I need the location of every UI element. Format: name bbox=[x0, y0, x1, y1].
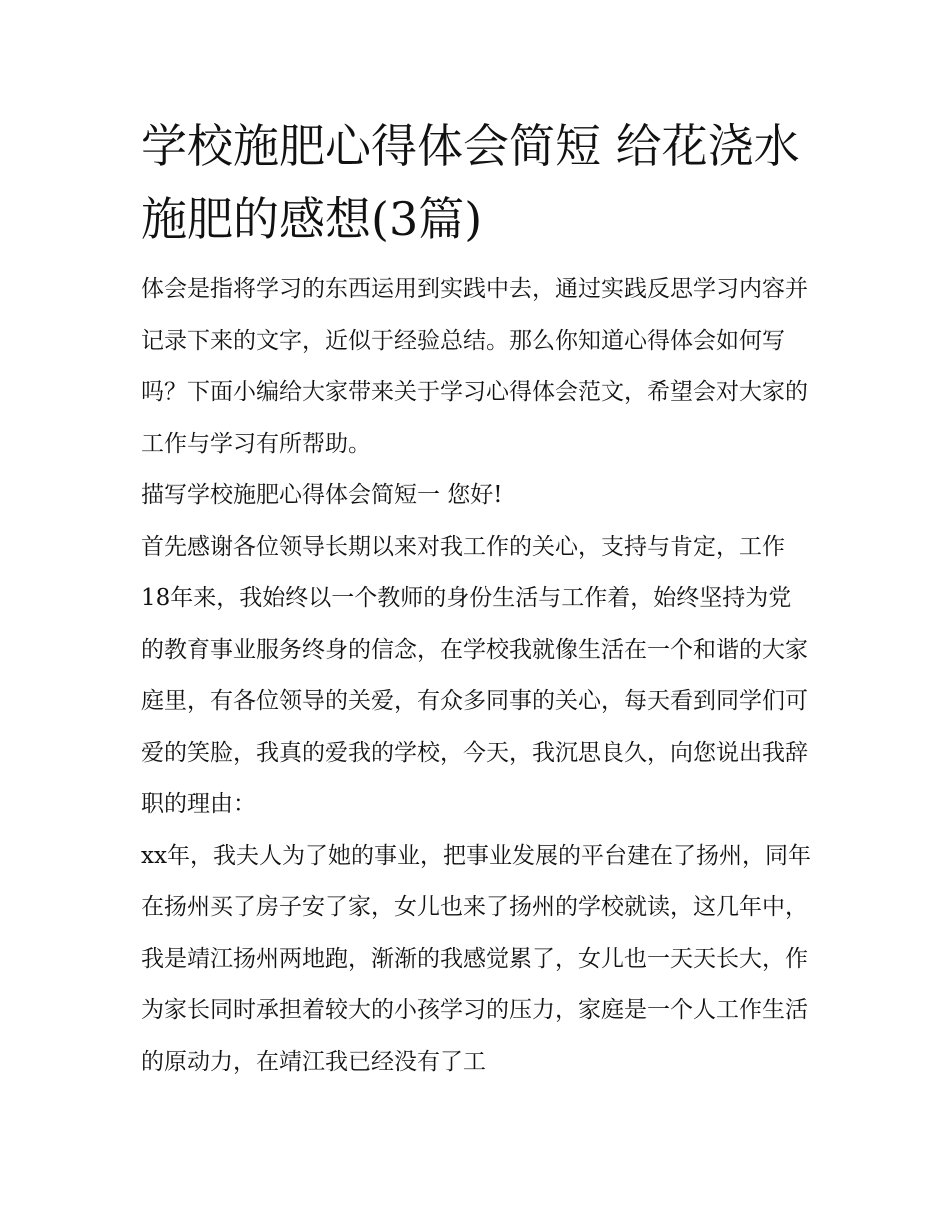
document-title: 学校施肥心得体会简短 给花浇水施肥的感想(3篇) bbox=[141, 119, 800, 246]
document-body bbox=[141, 110, 813, 1088]
body-paragraph: xx年，我夫人为了她的事业，把事业发展的平台建在了扬州，同年在扬州买了房子安了家，女儿也来了扬州的学校就读，这几年中，我是靖江扬州两地跑，渐渐的我感觉累了，女儿也一天天长大，作为家长同时承担着较大的小孩学习的压力，家庭是一个人工作生活的原动力，在靖江我已经没有了工 bbox=[141, 842, 811, 1075]
intro-paragraph: 体会是指将学习的东西运用到实践中去，通过实践反思学习内容并记录下来的文字，近似于经验总结。那么你知道心得体会如何写吗？下面小编给大家带来关于学习心得体会范文，希望会对大家的工作与学习有所帮助。 bbox=[141, 276, 808, 457]
body-paragraph: 首先感谢各位领导长期以来对我工作的关心，支持与肯定，工作18年来，我始终以一个教师的身份生活与工作着，始终坚持为党的教育事业服务终身的信念，在学校我就像生活在一个和谐的大家庭里，有各位领导的关爱，有众多同事的关心，每天看到同学们可爱的笑脸，我真的爱我的学校，今天，我沉思良久，向您说出我辞职的理由： bbox=[141, 533, 808, 817]
section-heading-paragraph: 描写学校施肥心得体会简短一 您好! bbox=[141, 482, 503, 508]
